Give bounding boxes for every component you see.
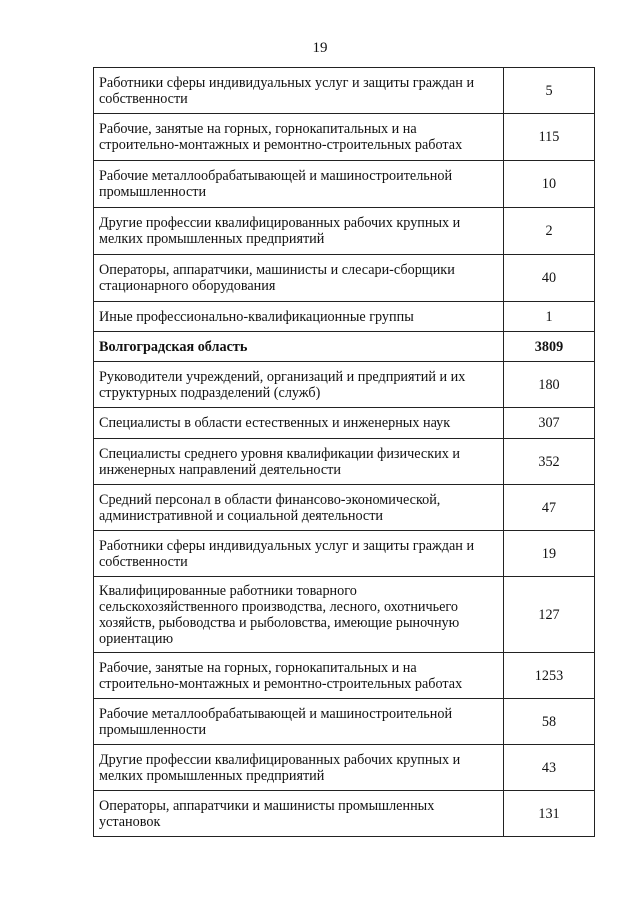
row-value: 3809 xyxy=(503,332,594,362)
row-value: 43 xyxy=(503,745,594,791)
table-row xyxy=(94,408,595,439)
row-value: 1 xyxy=(503,302,594,332)
row-label: Специалисты в области естественных и инженерных наук xyxy=(94,408,504,439)
row-value: 352 xyxy=(503,439,594,485)
row-label: Другие профессии квалифицированных рабочих крупных и мелких промышленных предприятий xyxy=(94,208,504,255)
data-table xyxy=(93,67,595,837)
table-row xyxy=(94,577,595,653)
table-row xyxy=(94,161,595,208)
table-row xyxy=(94,485,595,531)
table-row xyxy=(94,791,595,837)
row-label: Операторы, аппаратчики и машинисты промышленных установок xyxy=(94,791,504,837)
row-label: Рабочие, занятые на горных, горнокапитальных и на строительно-монтажных и ремонтно-строительных работах xyxy=(94,653,504,699)
table-row xyxy=(94,114,595,161)
row-value: 127 xyxy=(503,577,594,653)
table-row xyxy=(94,653,595,699)
row-value: 180 xyxy=(503,362,594,408)
row-label: Специалисты среднего уровня квалификации физических и инженерных направлений деятельности xyxy=(94,439,504,485)
row-label: Рабочие, занятые на горных, горнокапитальных и на строительно-монтажных и ремонтно-строительных работах xyxy=(94,114,504,161)
table-row xyxy=(94,68,595,114)
row-value: 58 xyxy=(503,699,594,745)
row-label: Средний персонал в области финансово-экономической, административной и социальной деятельности xyxy=(94,485,504,531)
row-value: 131 xyxy=(503,791,594,837)
row-label: Рабочие металлообрабатывающей и машиностроительной промышленности xyxy=(94,699,504,745)
row-value: 2 xyxy=(503,208,594,255)
row-label: Рабочие металлообрабатывающей и машиностроительной промышленности xyxy=(94,161,504,208)
row-label: Иные профессионально-квалификационные группы xyxy=(94,302,504,332)
table-row xyxy=(94,745,595,791)
table-row xyxy=(94,439,595,485)
table-row xyxy=(94,302,595,332)
row-value: 47 xyxy=(503,485,594,531)
row-value: 307 xyxy=(503,408,594,439)
row-value: 1253 xyxy=(503,653,594,699)
row-label: Операторы, аппаратчики, машинисты и слесари-сборщики стационарного оборудования xyxy=(94,255,504,302)
row-label: Другие профессии квалифицированных рабочих крупных и мелких промышленных предприятий xyxy=(94,745,504,791)
row-value: 40 xyxy=(503,255,594,302)
row-value: 10 xyxy=(503,161,594,208)
page-number: 19 xyxy=(312,40,328,56)
table-row xyxy=(94,332,595,362)
row-value: 5 xyxy=(503,68,594,114)
row-value: 115 xyxy=(503,114,594,161)
row-label: Руководители учреждений, организаций и предприятий и их структурных подразделений (служб) xyxy=(94,362,504,408)
table-row xyxy=(94,699,595,745)
table-row xyxy=(94,531,595,577)
row-label: Квалифицированные работники товарного сельскохозяйственного производства, лесного, охотничьего хозяйств, рыбоводства и рыболовства, имеющие рыночную ориентацию xyxy=(94,577,504,653)
row-label: Волгоградская область xyxy=(94,332,504,362)
table-row xyxy=(94,362,595,408)
row-value: 19 xyxy=(503,531,594,577)
row-label: Работники сферы индивидуальных услуг и защиты граждан и собственности xyxy=(94,531,504,577)
row-label: Работники сферы индивидуальных услуг и защиты граждан и собственности xyxy=(94,68,504,114)
table-row xyxy=(94,208,595,255)
table-row xyxy=(94,255,595,302)
